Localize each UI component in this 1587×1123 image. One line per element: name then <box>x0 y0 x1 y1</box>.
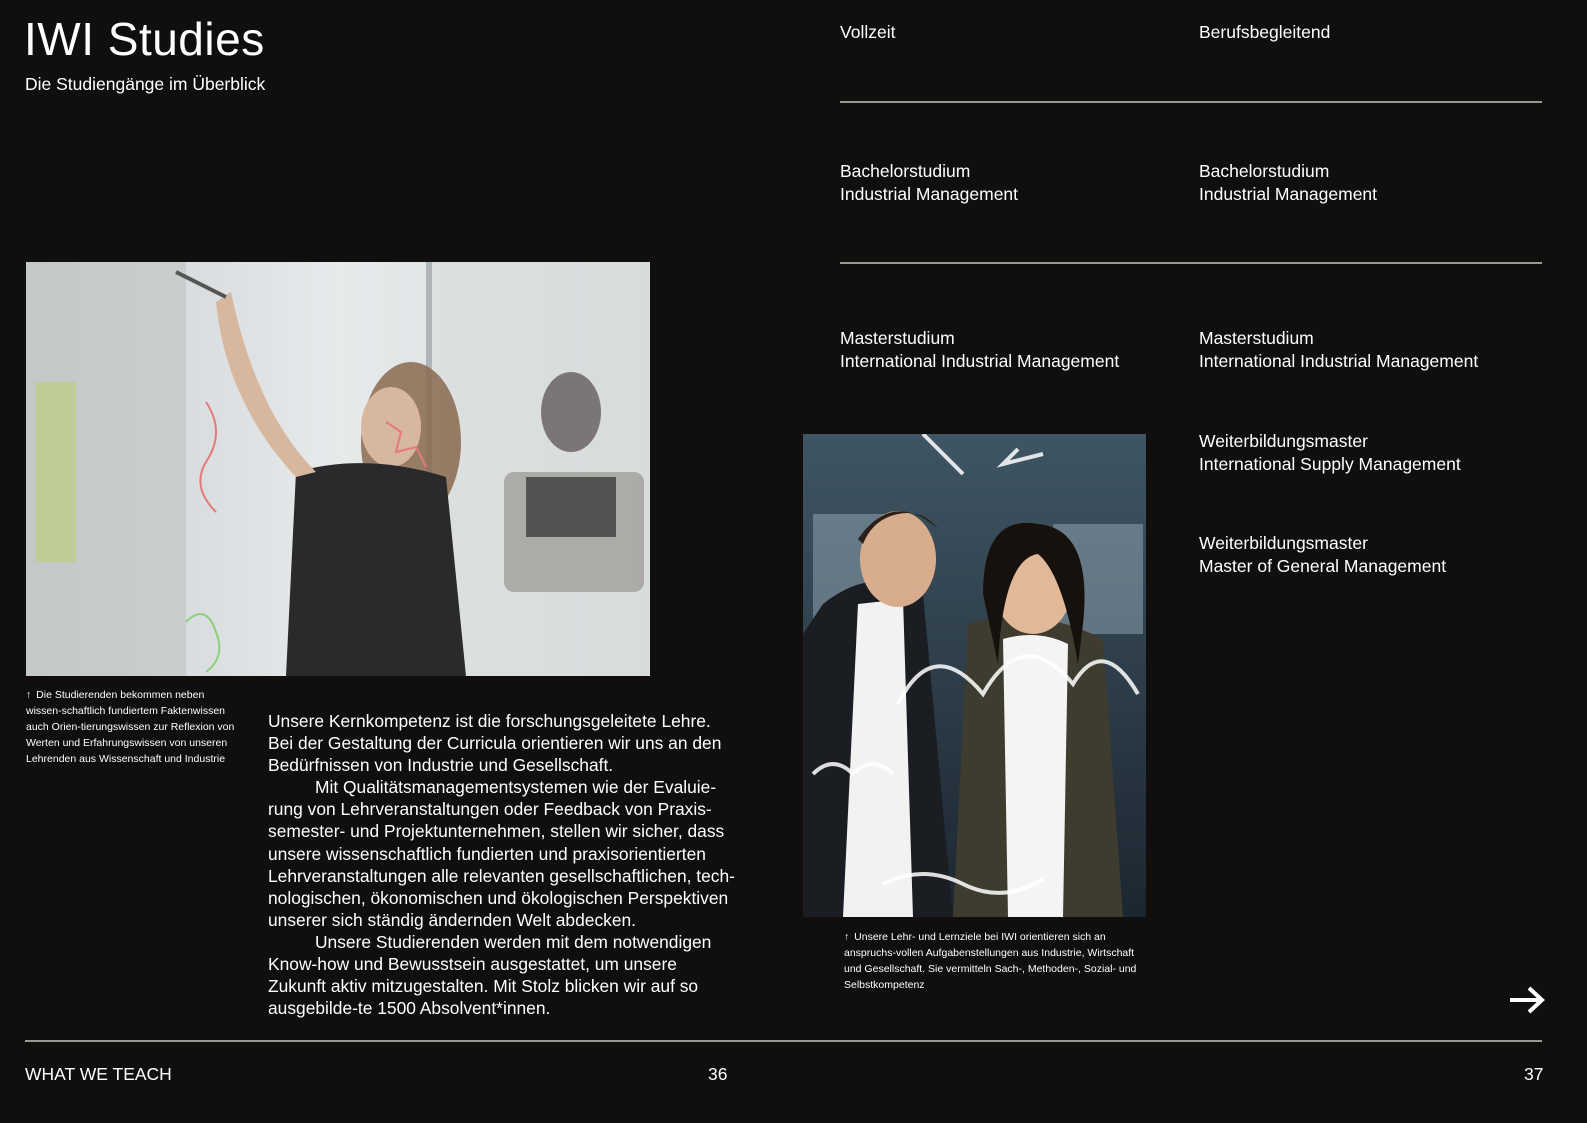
page-number-right: 37 <box>1524 1064 1544 1084</box>
footer-section-title: WHAT WE TEACH <box>25 1064 172 1084</box>
photo-caption-right <box>844 929 1154 993</box>
program-name: Industrial Management <box>840 184 1019 204</box>
divider <box>840 262 1542 264</box>
program-type: Masterstudium <box>1199 328 1314 348</box>
arrow-up-icon: ↑ <box>844 931 850 943</box>
program-item[interactable] <box>840 160 1190 206</box>
photo-caption-left-text: Die Studierenden bekommen neben wissen-schaftlich fundiertem Faktenwissen auch Orien-tierungswissen zur Reflexion von Werten und Erfahrungswissen von unseren Lehrenden aus Wissenschaft und Industrie <box>26 689 235 765</box>
program-item[interactable] <box>1199 327 1549 373</box>
photo-caption-right-text: Unsere Lehr- und Lernziele bei IWI orientieren sich an anspruchs-vollen Aufgabenstellungen aus Industrie, Wirtschaft und Gesellschaft. Sie vermitteln Sach-, Methoden-, Sozial- und Selbstkompetenz <box>844 931 1137 991</box>
program-type: Bachelorstudium <box>840 161 971 181</box>
program-name: Industrial Management <box>1199 184 1378 204</box>
program-type: Masterstudium <box>840 328 955 348</box>
program-name: International Industrial Management <box>840 351 1120 371</box>
program-item[interactable] <box>1199 160 1549 206</box>
program-item[interactable] <box>1199 430 1549 476</box>
body-paragraph: Unsere Kernkompetenz ist die forschungsgeleitete Lehre. Bei der Gestaltung der Curricula orientieren wir uns an den Bedürfnissen von Industrie und Gesellschaft. <box>268 711 722 776</box>
whiteboard-photo <box>26 262 650 676</box>
column-header-vollzeit: Vollzeit <box>840 22 896 42</box>
photo-caption-left <box>26 687 241 767</box>
footer-divider <box>25 1040 1542 1042</box>
body-paragraph: Unsere Studierenden werden mit dem notwendigen Know-how und Bewusstsein ausgestattet, um unsere Zukunft aktiv mitzugestalten. Mit Stolz blicken wir auf so ausgebilde-te 1500 Absolvent*innen. <box>268 931 712 1019</box>
page-title: IWI Studies <box>24 13 265 65</box>
program-name: Master of General Management <box>1199 556 1447 576</box>
body-paragraph: Mit Qualitätsmanagementsystemen wie der Evaluie-rung von Lehrveranstaltungen oder Feedback von Praxis-semester- und Projektunternehmen, stellen wir sicher, dass unsere wissenschaftlich fundierten und praxisorientierten Lehrveranstaltungen alle relevanten gesellschaftlichen, tech-nologischen, ökonomischen und ökologischen Perspektiven unserer sich ständig ändernden Welt abdecken. <box>268 777 735 930</box>
column-header-berufsbegleitend: Berufsbegleitend <box>1199 22 1331 42</box>
page-subtitle: Die Studiengänge im Überblick <box>25 74 266 94</box>
divider <box>840 101 1542 103</box>
arrow-up-icon: ↑ <box>26 689 32 701</box>
program-name: International Supply Management <box>1199 454 1461 474</box>
arrow-right-icon[interactable] <box>1507 980 1547 1020</box>
program-name: International Industrial Management <box>1199 351 1479 371</box>
page-number-left: 36 <box>708 1064 728 1084</box>
program-item[interactable] <box>1199 532 1549 578</box>
program-type: Weiterbildungsmaster <box>1199 431 1368 451</box>
program-type: Weiterbildungsmaster <box>1199 533 1368 553</box>
students-photo <box>803 434 1146 917</box>
program-item[interactable] <box>840 327 1190 373</box>
program-type: Bachelorstudium <box>1199 161 1330 181</box>
body-text <box>268 710 738 1019</box>
